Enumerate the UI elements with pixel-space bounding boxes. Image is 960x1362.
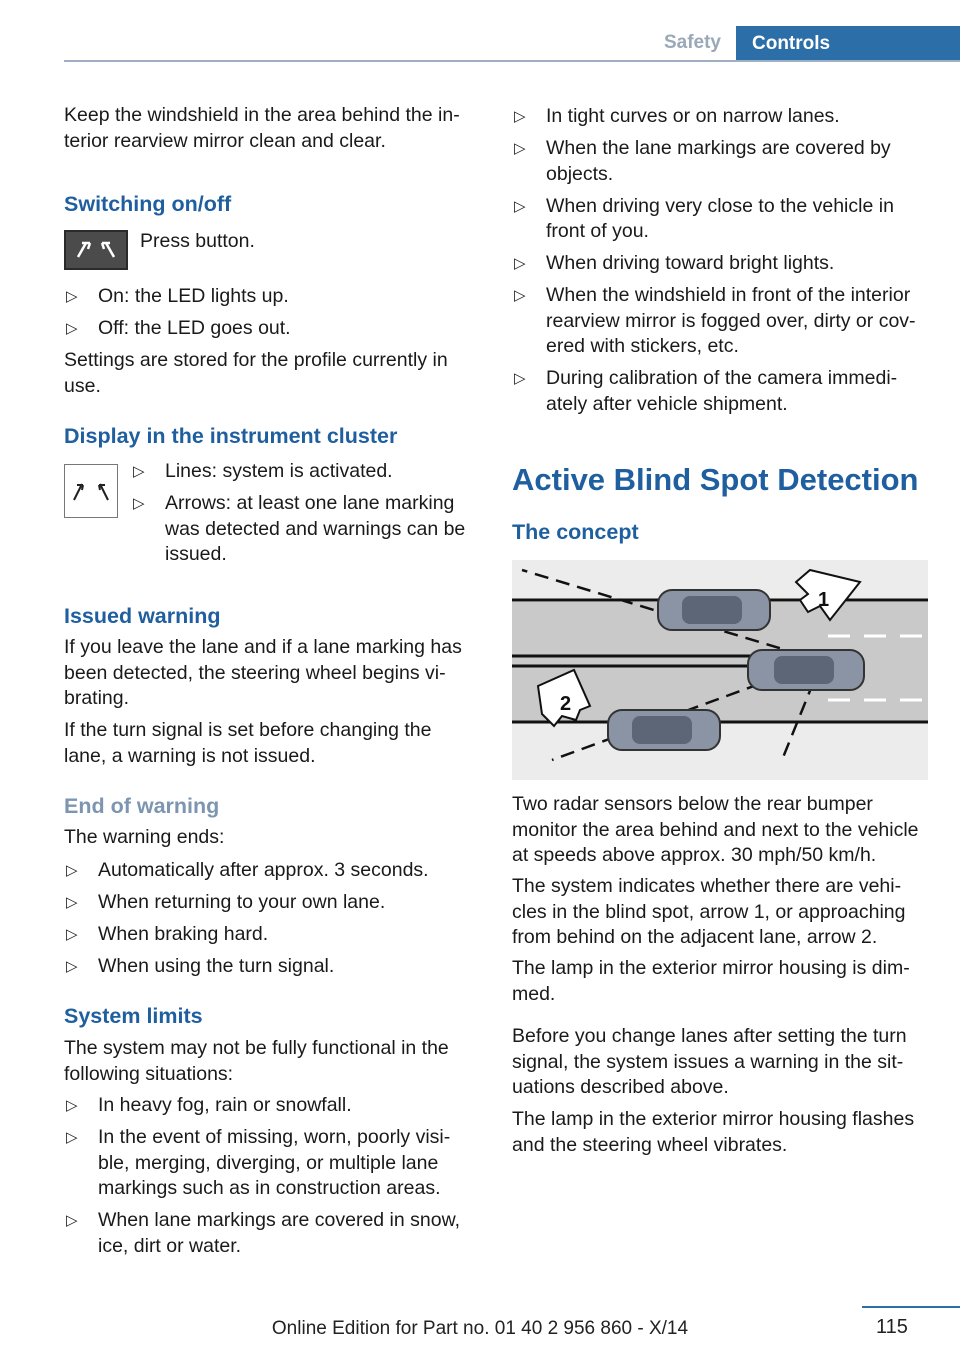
heading-display: Display in the instrument cluster — [64, 424, 398, 448]
car-bottom — [608, 710, 720, 750]
list-item: ▷ Lines: system is activated. — [131, 459, 476, 485]
list-item: ▷ In the event of missing, worn, poorly visi-ble, merging, diverging, or multiple lane markings such as in construction areas. — [66, 1126, 451, 1199]
limits-list — [64, 1093, 474, 1266]
list-item: ▷ In tight curves or on narrow lanes. — [512, 104, 930, 130]
car-top — [658, 590, 770, 630]
header-section-safety[interactable]: Safety — [663, 32, 721, 53]
concept-paragraph-4: Before you change lanes after setting the turn signal, the system issues a warning in the sit-uations described above. — [512, 1025, 907, 1098]
list-item: ▷ During calibration of the camera immedi-ately after vehicle shipment. — [514, 367, 898, 415]
press-button-text: Press button. — [140, 230, 255, 252]
bullet-icon: ▷ — [514, 140, 526, 157]
list-item: ▷ When lane markings are covered in snow, ice, dirt or water. — [66, 1209, 461, 1257]
concept-paragraph-3: The lamp in the exterior mirror housing is dim-med. — [512, 957, 910, 1005]
list-item: ▷ When returning to your own lane. — [64, 890, 474, 916]
bullet-icon: ▷ — [66, 862, 78, 879]
header-divider — [64, 60, 960, 62]
bullet-icon: ▷ — [66, 958, 78, 975]
end-intro: The warning ends: — [64, 826, 225, 848]
heading-switching: Switching on/off — [64, 192, 232, 216]
list-item: ▷ When using the turn signal. — [64, 954, 474, 980]
issued-paragraph-1: If you leave the lane and if a lane marking has been detected, the steering wheel begins vi-brating. — [64, 636, 462, 709]
list-item: ▷ On: the LED lights up. — [64, 284, 474, 310]
footer-edition: Online Edition for Part no. 01 40 2 956 860 - X/14 — [271, 1318, 689, 1339]
end-list — [64, 858, 474, 986]
bullet-icon: ▷ — [133, 463, 145, 480]
heading-concept: The concept — [512, 520, 639, 544]
page-number: 115 — [876, 1316, 908, 1338]
list-item: ▷ In heavy fog, rain or snowfall. — [64, 1093, 474, 1119]
bullet-icon: ▷ — [66, 926, 78, 943]
bullet-icon: ▷ — [514, 370, 526, 387]
heading-issued-warning: Issued warning — [64, 604, 221, 628]
arrow-1-label: 1 — [818, 589, 830, 611]
limits-intro: The system may not be fully functional in the following situations: — [64, 1037, 449, 1085]
list-item: ▷ Off: the LED goes out. — [64, 316, 474, 342]
display-list — [131, 459, 476, 574]
bullet-icon: ▷ — [514, 197, 526, 215]
concept-paragraph-5: The lamp in the exterior mirror housing flashes and the steering wheel vibrates. — [512, 1108, 915, 1156]
bullet-icon: ▷ — [514, 108, 526, 125]
car-middle — [748, 650, 864, 690]
switching-list — [64, 284, 474, 348]
header-chapter-controls[interactable]: Controls — [736, 26, 960, 62]
blind-spot-figure — [512, 560, 928, 780]
lane-display-icon — [64, 464, 118, 518]
bullet-icon: ▷ — [66, 1212, 78, 1229]
intro-paragraph: Keep the windshield in the area behind the in-terior rearview mirror clean and clear. — [64, 104, 460, 152]
list-item: ▷ When braking hard. — [64, 922, 474, 948]
list-item: ▷ When the lane markings are covered by objects. — [514, 137, 891, 185]
section-title: Active Blind Spot Detection — [512, 462, 919, 497]
list-item: ▷ When the windshield in front of the interior rearview mirror is fogged over, dirty or cov-ered with stickers, etc. — [514, 284, 916, 357]
bullet-icon: ▷ — [133, 495, 145, 512]
footer-divider — [862, 1306, 960, 1308]
list-item: ▷ When driving very close to the vehicle in front of you. — [514, 194, 894, 242]
list-item: ▷ When driving toward bright lights. — [512, 251, 930, 277]
heading-system-limits: System limits — [64, 1004, 203, 1028]
issued-paragraph-2: If the turn signal is set before changing the lane, a warning is not issued. — [64, 719, 432, 767]
settings-note: Settings are stored for the profile currently in use. — [64, 349, 448, 397]
bullet-icon: ▷ — [66, 288, 78, 305]
bullet-icon: ▷ — [66, 1097, 78, 1114]
bullet-icon: ▷ — [514, 255, 526, 272]
bullet-icon: ▷ — [514, 287, 526, 304]
lane-departure-button-icon — [64, 230, 128, 270]
list-item: ▷ Arrows: at least one lane marking was detected and warnings can be issued. — [133, 492, 466, 565]
bullet-icon: ▷ — [66, 320, 78, 337]
heading-end-of-warning: End of warning — [64, 794, 220, 818]
concept-paragraph-2: The system indicates whether there are vehi-cles in the blind spot, arrow 1, or approaching from behind on the adjacent lane, arrow 2. — [512, 875, 906, 948]
concept-paragraph-1: Two radar sensors below the rear bumper monitor the area behind and next to the vehicle at speeds above approx. 30 mph/50 km/h. — [512, 793, 919, 866]
arrow-2-label: 2 — [560, 693, 572, 715]
bullet-icon: ▷ — [66, 1129, 78, 1146]
system-limits-list-continued — [512, 104, 930, 424]
bullet-icon: ▷ — [66, 894, 78, 911]
list-item: ▷ Automatically after approx. 3 seconds. — [64, 858, 474, 884]
